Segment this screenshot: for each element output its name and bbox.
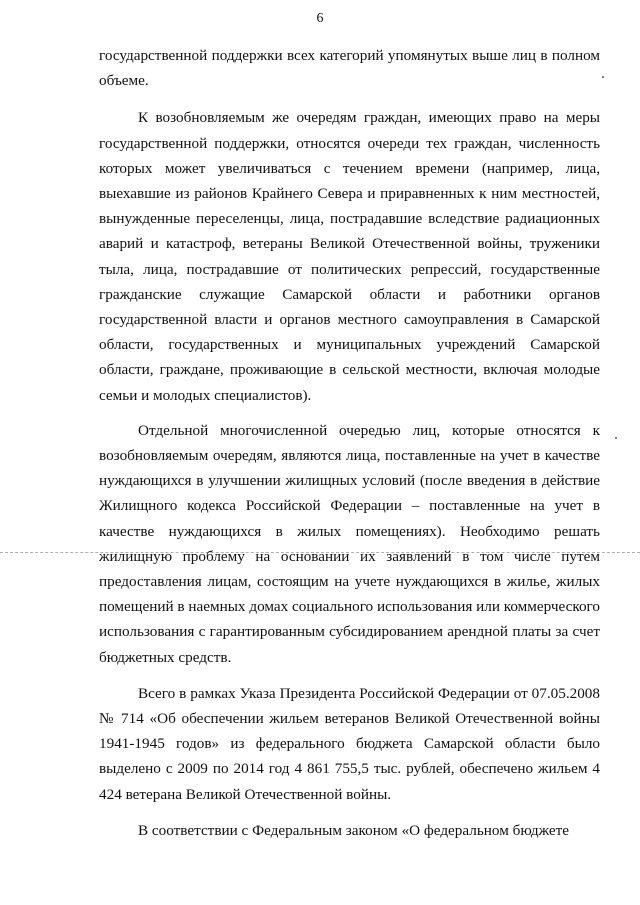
paragraph-federal-law: В соответствии с Федеральным законом «О федеральном бюджете (138, 821, 570, 839)
paragraph-presidential-decree: Всего в рамках Указа Президента Российской Федерации от 07.05.2008 № 714 «Об обеспечении жильем ветеранов Великой Отечественной войны 1941-1945 годов» из федерального бюджета Самарской области было выделено с 2009 по 2014 год 4 861 755,5 тыс. рублей, обеспечено жильем 4 424 ветерана Великой Отечественной войны. (99, 684, 600, 803)
paragraph-housing-needs: Отдельной многочисленной очередью лиц, которые относятся к возобновляемым очередям, являются лица, поставленные на учет в качестве нуждающихся в улучшении жилищных условий (после введения в действие Жилищного кодекса Российской Федерации – поставленные на учет в качестве нуждающихся в жилых помещениях). Необходимо решать жилищную проблему на основании их заявлений в том числе путем предоставления лицам, состоящим на учете нуждающихся в жилье, жилых помещений в наемных домах социального использования или коммерческого использования с гарантированным субсидированием арендной платы за счет бюджетных средств. (99, 421, 600, 666)
document-body (99, 43, 600, 843)
scan-speck (615, 437, 617, 439)
page-number: 6 (316, 11, 324, 26)
paragraph-continuation: государственной поддержки всех категорий упомянутых выше лиц в полном объеме. (99, 47, 600, 90)
paragraph-renewable-queues: К возобновляемым же очередям граждан, имеющих право на меры государственной поддержки, относятся очереди тех граждан, численность которых может увеличиваться с течением времени (например, лица, выехавшие из районов Крайнего Севера и приравненных к ним местностей, вынужденные переселенцы, лица, пострадавшие вследствие радиационных аварий и катастроф, ветераны Великой Отечественной войны, труженики тыла, лица, пострадавшие от политических репрессий, государственные гражданские служащие Самарской области и работники органов государственной власти и органов местного самоуправления в Самарской области, государственных и муниципальных учреждений Самарской области, граждане, проживающие в сельской местности, включая молодые семьи и молодых специалистов). (99, 109, 600, 404)
scan-speck (602, 76, 604, 78)
